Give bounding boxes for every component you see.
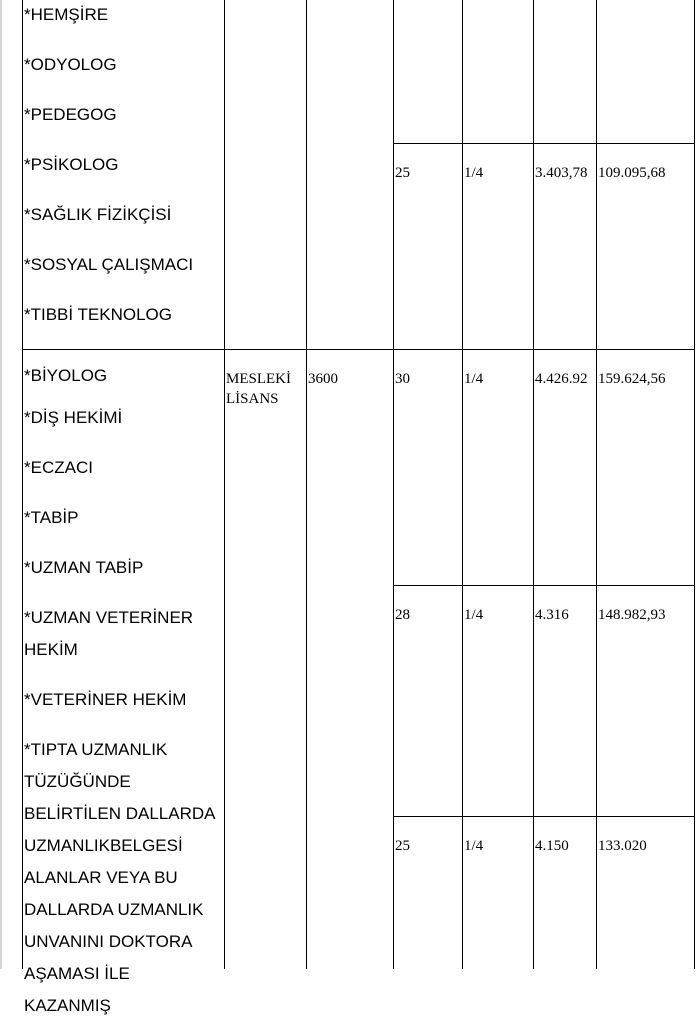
column-divider (462, 0, 463, 969)
step-cell: 1/4 (464, 838, 484, 854)
education-line: LİSANS (226, 391, 279, 407)
position-title: *UZMAN VETERİNER HEKİM (24, 608, 194, 659)
row-divider (393, 585, 695, 586)
salary-cell: 148.982,93 (598, 607, 666, 623)
page-left-margin (0, 0, 2, 969)
position-title: *DİŞ HEKİMİ (24, 408, 123, 427)
salary-cell: 159.624,56 (598, 371, 666, 387)
position-list (24, 360, 220, 1022)
education-level (226, 369, 291, 409)
indicator-cell: 4.150 (535, 838, 569, 854)
education-line: MESLEKİ (226, 371, 291, 387)
column-divider (306, 0, 307, 969)
step-cell: 1/4 (464, 607, 484, 623)
degree-cell: 28 (395, 607, 410, 623)
salary-cell: 109.095,68 (598, 165, 666, 181)
degree-cell: 25 (395, 165, 410, 181)
position-title: *TIBBİ TEKNOLOG (24, 305, 173, 324)
position-title: *SAĞLIK FİZİKÇİSİ (24, 205, 172, 224)
position-title: *HEMŞİRE (24, 5, 109, 24)
indicator-cell: 3.403,78 (535, 165, 588, 181)
salary-cell: 133.020 (598, 838, 647, 854)
position-title: *PSİKOLOG (24, 155, 119, 174)
additional-indicator: 3600 (308, 371, 338, 387)
column-divider (393, 0, 394, 969)
position-title: *TABİP (24, 508, 79, 527)
position-title: *ODYOLOG (24, 55, 117, 74)
degree-cell: 30 (395, 371, 410, 387)
section-divider (22, 349, 695, 350)
position-title: *VETERİNER HEKİM (24, 690, 187, 709)
position-title: *BİYOLOG (24, 366, 108, 385)
row-divider (393, 816, 695, 817)
degree-cell: 25 (395, 838, 410, 854)
step-cell: 1/4 (464, 165, 484, 181)
table-border-right (694, 0, 695, 969)
column-divider (224, 0, 225, 969)
column-divider (596, 0, 597, 969)
position-list (24, 0, 222, 331)
position-title: *UZMAN TABİP (24, 558, 144, 577)
table-border-left (22, 0, 23, 969)
step-cell: 1/4 (464, 371, 484, 387)
row-divider (393, 143, 695, 144)
position-title: *PEDEGOG (24, 105, 117, 124)
position-title: *SOSYAL ÇALIŞMACI (24, 255, 194, 274)
position-title: *TIPTA UZMANLIK TÜZÜĞÜNDE BELİRTİLEN DALLARDA UZMANLIKBELGESİ ALANLAR VEYA BU DALLARDA UZMANLIK UNVANINI DOKTORA AŞAMASI İLE KAZANMIŞ (24, 740, 215, 1015)
column-divider (533, 0, 534, 969)
indicator-cell: 4.316 (535, 607, 569, 623)
position-title: *ECZACI (24, 458, 93, 477)
indicator-cell: 4.426.92 (535, 371, 588, 387)
